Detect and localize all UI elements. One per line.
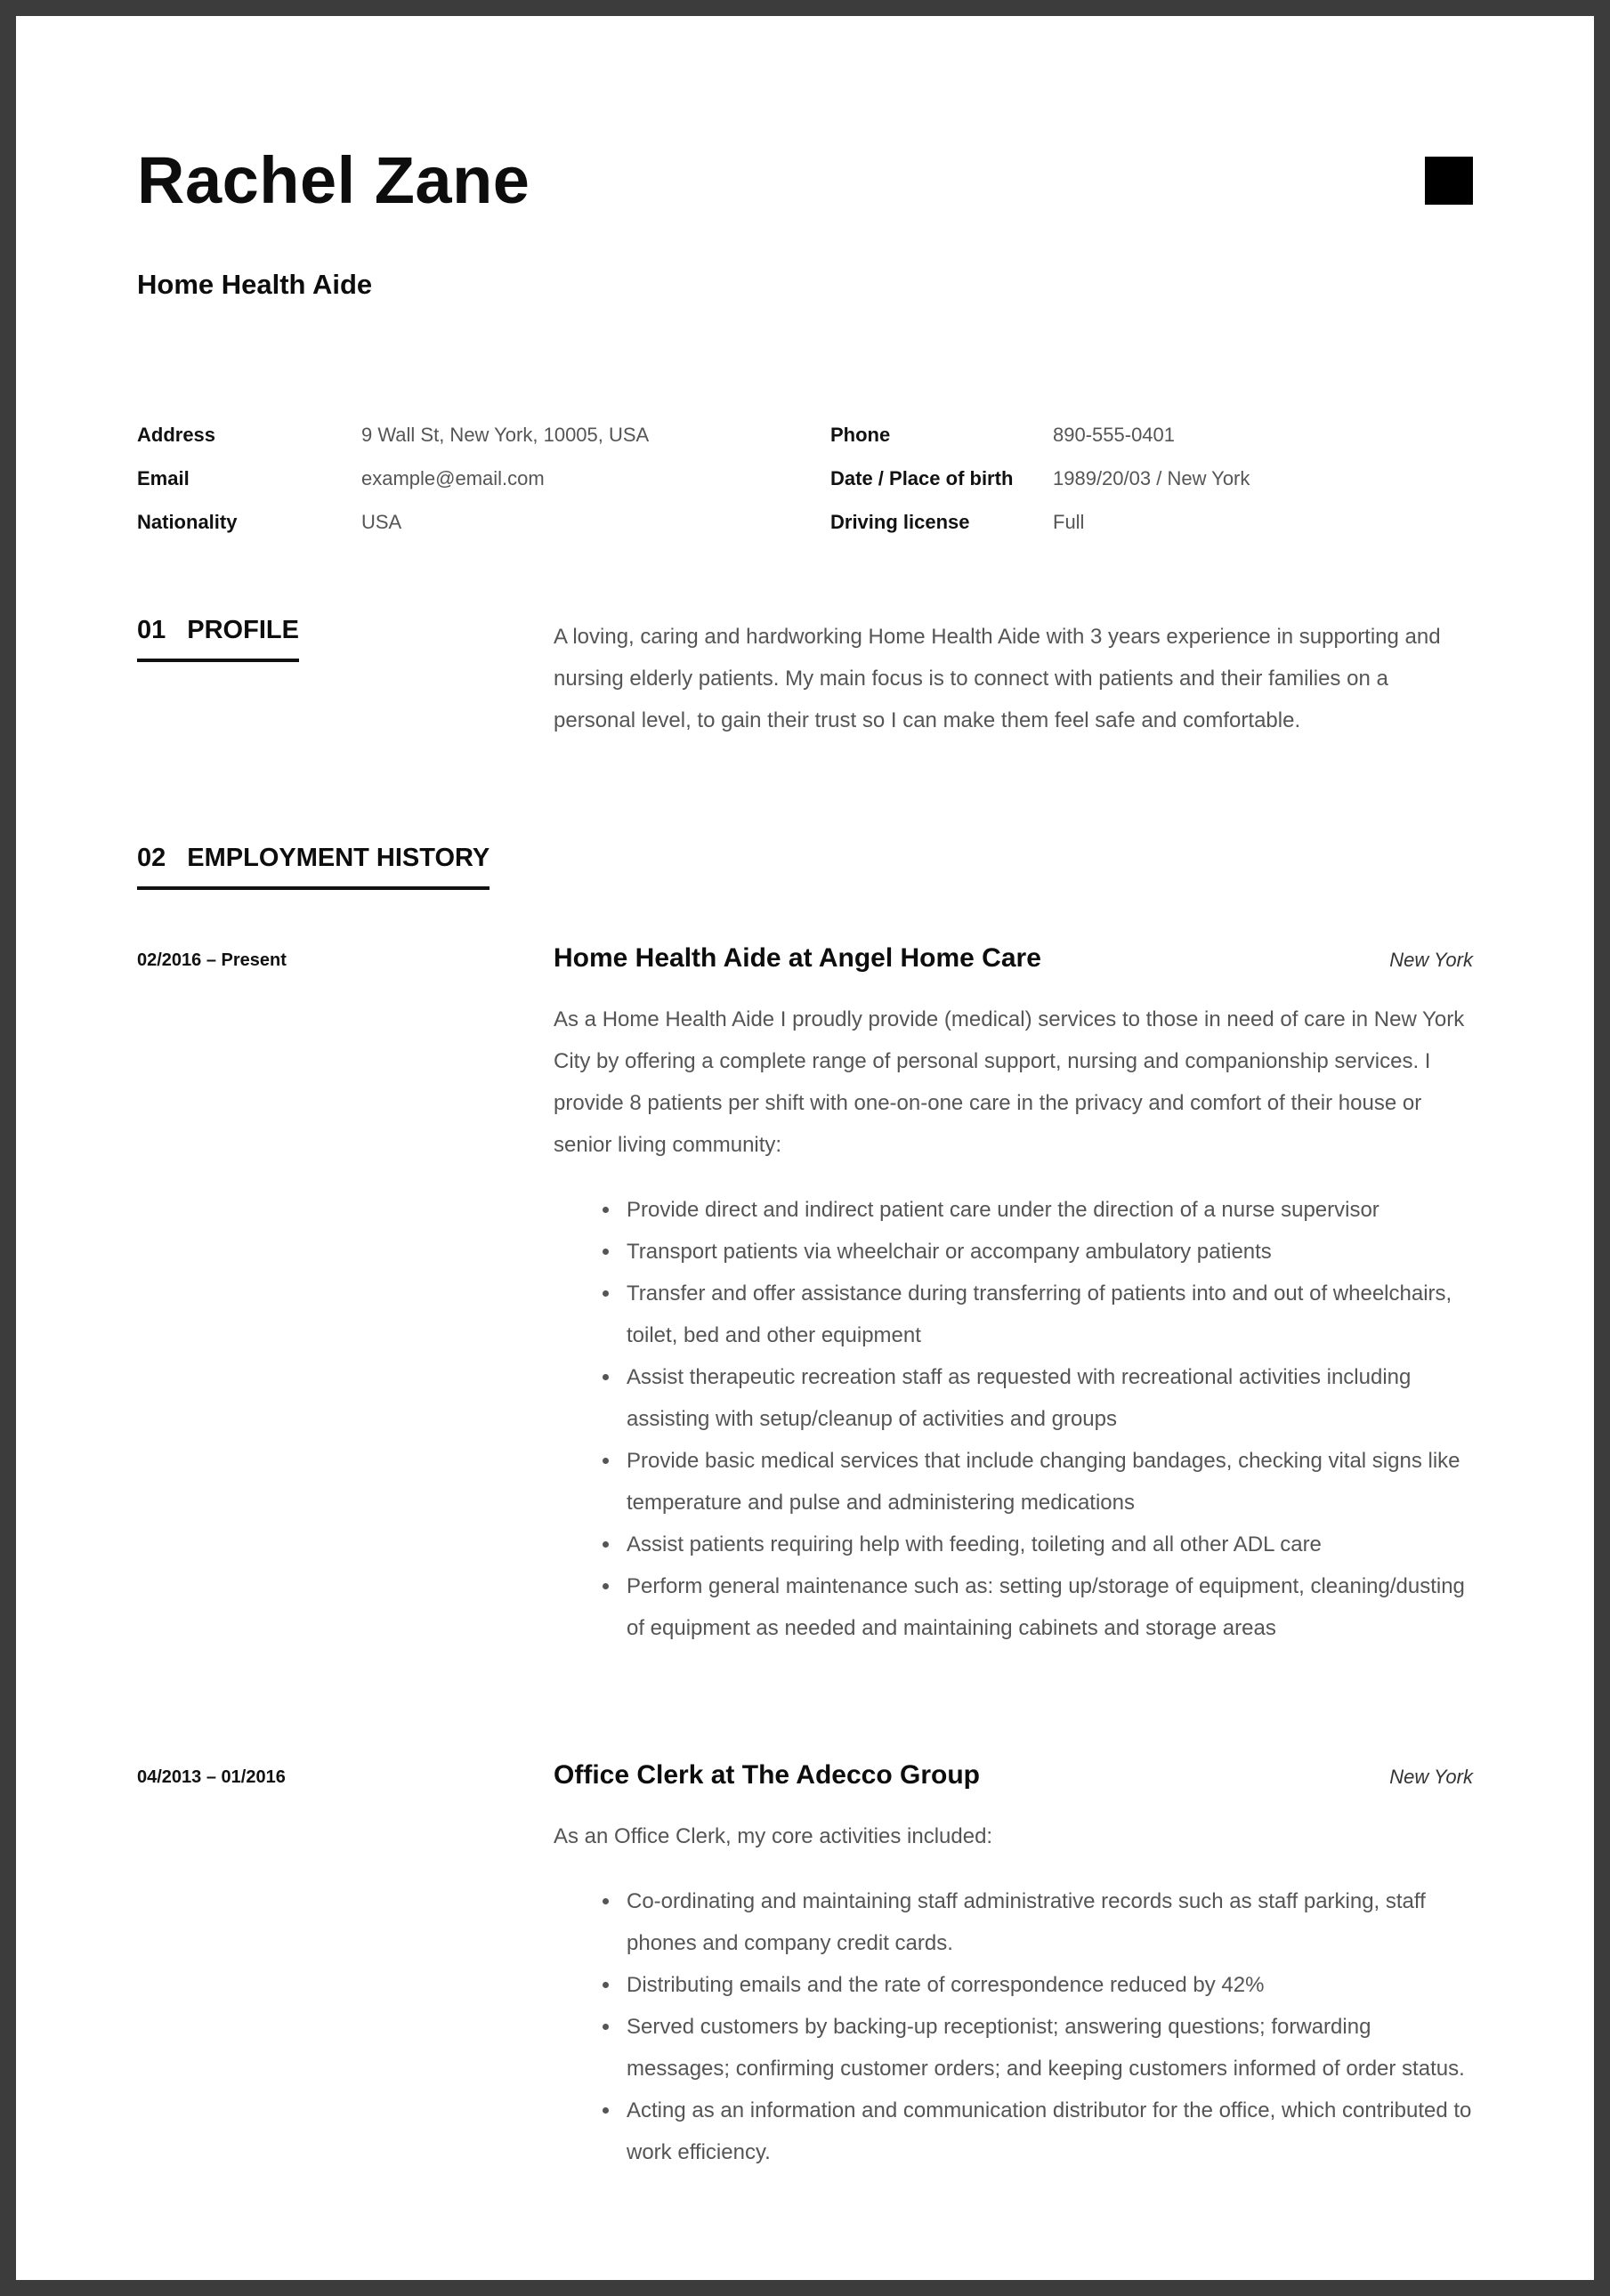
bullet-item: • Transport patients via wheelchair or accompany ambulatory patients bbox=[621, 1231, 1473, 1273]
job-location: New York bbox=[1389, 949, 1473, 971]
contact-value-address: 9 Wall St, New York, 10005, USA bbox=[361, 424, 650, 446]
job-header bbox=[554, 943, 1473, 974]
section-number: 02 bbox=[137, 844, 166, 872]
bullet-item: • Distributing emails and the rate of correspondence reduced by 42% bbox=[621, 1964, 1473, 2006]
role-subtitle: Home Health Aide bbox=[137, 269, 373, 300]
profile-heading bbox=[137, 616, 299, 662]
contact-section bbox=[137, 424, 1473, 534]
job-body bbox=[554, 1760, 1473, 2173]
bullet-item: • Provide direct and indirect patient care under the direction of a nurse supervisor bbox=[621, 1189, 1473, 1231]
section-title: PROFILE bbox=[187, 616, 299, 644]
profile-section bbox=[137, 616, 1473, 741]
bullet-item: • Acting as an information and communication distributor for the office, which contributed to work efficiency. bbox=[621, 2090, 1473, 2173]
header bbox=[137, 143, 1473, 301]
contact-value-license: Full bbox=[1053, 511, 1085, 533]
bullet-item: • Assist patients requiring help with feeding, toileting and all other ADL care bbox=[621, 1524, 1473, 1565]
job-dates: 02/2016 – Present bbox=[137, 950, 287, 970]
section-title: EMPLOYMENT HISTORY bbox=[187, 844, 490, 872]
contact-label-email: Email bbox=[137, 467, 190, 489]
page-title: Rachel Zane bbox=[137, 143, 530, 217]
bullet-item: • Co-ordinating and maintaining staff administrative records such as staff parking, staff phones and company credit cards. bbox=[621, 1880, 1473, 1964]
profile-text: A loving, caring and hardworking Home Health Aide with 3 years experience in supporting and nursing elderly patients. My main focus is to connect with patients and their families on a personal level, to gain their trust so I can make them feel safe and comfortable. bbox=[554, 625, 1441, 732]
job-bullet-list bbox=[554, 1189, 1473, 1649]
job-title: Home Health Aide at Angel Home Care bbox=[554, 943, 1041, 973]
name-row bbox=[137, 143, 1473, 217]
job-body bbox=[554, 943, 1473, 1649]
job-intro: As an Office Clerk, my core activities included: bbox=[554, 1824, 993, 1848]
contact-label-license: Driving license bbox=[830, 511, 970, 533]
contact-label-birth: Date / Place of birth bbox=[830, 467, 1014, 489]
job-intro: As a Home Health Aide I proudly provide (medical) services to those in need of care in New York City by offering a complete range of personal support, nursing and companionship services. I provide 8 patients per shift with one-on-one care in the privacy and comfort of their house or senior living community: bbox=[554, 1007, 1465, 1157]
bullet-item: • Transfer and offer assistance during transferring of patients into and out of wheelchairs, toilet, bed and other equipment bbox=[621, 1273, 1473, 1356]
bullet-item: • Assist therapeutic recreation staff as requested with recreational activities including assisting with setup/cleanup of activities and groups bbox=[621, 1356, 1473, 1440]
job-entry bbox=[137, 943, 1473, 1649]
bullet-item: • Perform general maintenance such as: setting up/storage of equipment, cleaning/dusting of equipment as needed and maintaining cabinets and storage areas bbox=[621, 1565, 1473, 1649]
employment-heading bbox=[137, 844, 489, 890]
job-entry bbox=[137, 1760, 1473, 2173]
contact-value-birth: 1989/20/03 / New York bbox=[1053, 467, 1250, 489]
contact-value-phone: 890-555-0401 bbox=[1053, 424, 1176, 446]
bullet-item: • Provide basic medical services that include changing bandages, checking vital signs like temperature and pulse and administering medications bbox=[621, 1440, 1473, 1524]
resume-page bbox=[16, 16, 1594, 2280]
contact-value-nationality: USA bbox=[361, 511, 402, 533]
job-header bbox=[554, 1760, 1473, 1791]
job-title: Office Clerk at The Adecco Group bbox=[554, 1760, 980, 1790]
job-dates: 04/2013 – 01/2016 bbox=[137, 1767, 286, 1787]
contact-label-nationality: Nationality bbox=[137, 511, 238, 533]
job-location: New York bbox=[1389, 1766, 1473, 1788]
contact-label-address: Address bbox=[137, 424, 216, 446]
section-number: 01 bbox=[137, 616, 166, 644]
job-bullet-list bbox=[554, 1880, 1473, 2173]
contact-label-phone: Phone bbox=[830, 424, 891, 446]
contact-value-email: example@email.com bbox=[361, 467, 545, 489]
black-square-icon bbox=[1425, 157, 1473, 205]
bullet-item: • Served customers by backing-up receptionist; answering questions; forwarding messages; confirming customer orders; and keeping customers informed of order status. bbox=[621, 2006, 1473, 2090]
employment-section bbox=[137, 844, 1473, 2173]
